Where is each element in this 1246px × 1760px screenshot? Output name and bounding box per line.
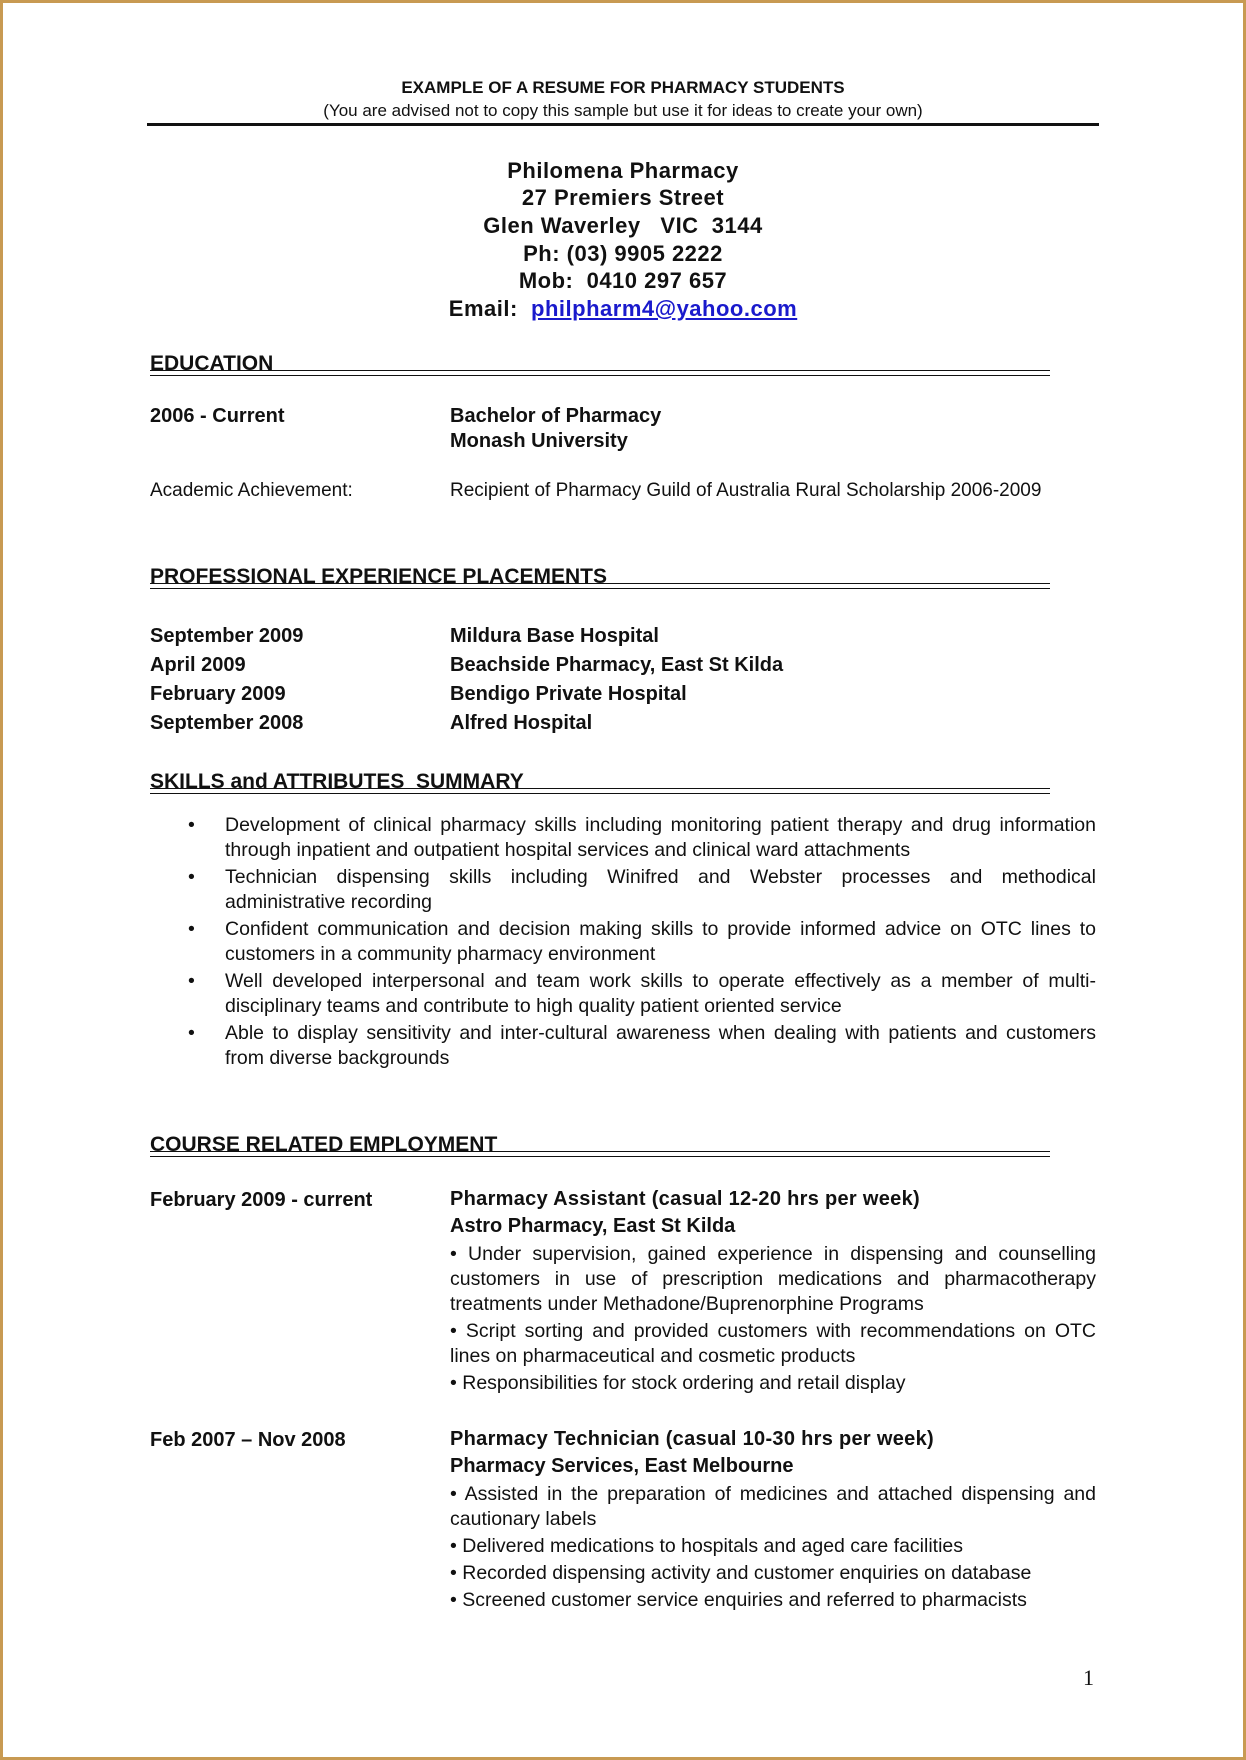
- placement-place: Bendigo Private Hospital: [450, 683, 687, 705]
- bullet-icon: •: [188, 970, 195, 992]
- job-duty: • Delivered medications to hospitals and aged care facilities: [450, 1535, 964, 1557]
- placement-date: September 2008: [150, 712, 304, 734]
- job-duty: • Assisted in the preparation of medicines and attached dispensing and cautionary labels: [450, 1483, 1096, 1530]
- achievement-text: Recipient of Pharmacy Guild of Australia Rural Scholarship 2006-2009: [450, 480, 1042, 501]
- skill-text: Confident communication and decision making skills to provide informed advice on OTC lines to customers in a community pharmacy environment: [225, 918, 1096, 965]
- header-divider: [147, 123, 1099, 126]
- placements-heading: PROFESSIONAL EXPERIENCE PLACEMENTS: [150, 565, 608, 588]
- job-organisation: Pharmacy Services, East Melbourne: [450, 1455, 794, 1477]
- employment-rule: [150, 1151, 1050, 1157]
- list-item: [150, 969, 1096, 1019]
- education-heading: EDUCATION: [150, 352, 274, 375]
- skills-heading: SKILLS and ATTRIBUTES SUMMARY: [150, 770, 524, 793]
- placement-date: April 2009: [150, 654, 246, 676]
- list-item: [150, 917, 1096, 967]
- education-degree: Bachelor of Pharmacy: [450, 405, 662, 427]
- job-duty: • Screened customer service enquiries and referred to pharmacists: [450, 1589, 1027, 1611]
- placement-place: Alfred Hospital: [450, 712, 593, 734]
- bullet-icon: •: [188, 1022, 195, 1044]
- contact-mobile: Mob: 0410 297 657: [518, 268, 728, 293]
- email-link[interactable]: philpharm4@yahoo.com: [531, 296, 798, 321]
- page-number: 1: [1083, 1665, 1094, 1690]
- achievement-label: Academic Achievement:: [150, 480, 353, 501]
- job-duty: • Recorded dispensing activity and customer enquiries on database: [450, 1562, 1032, 1584]
- job-period: Feb 2007 – Nov 2008: [150, 1429, 346, 1451]
- list-item: [150, 865, 1096, 915]
- job-duty: • Under supervision, gained experience in dispensing and counselling customers in use of prescription medications and pharmacotherapy treatments under Methadone/Buprenorphine Programs: [450, 1243, 1096, 1315]
- contact-phone: Ph: (03) 9905 2222: [523, 241, 723, 266]
- placement-date: September 2009: [150, 625, 304, 647]
- list-item: [150, 813, 1096, 863]
- skills-rule: [150, 788, 1050, 794]
- job-details: [450, 1426, 1096, 1613]
- list-item: [150, 1021, 1096, 1071]
- skill-text: Technician dispensing skills including Winifred and Webster processes and methodical administrative recording: [225, 866, 1096, 913]
- placement-place: Mildura Base Hospital: [450, 625, 659, 647]
- bullet-icon: •: [188, 814, 195, 836]
- job-duty: • Script sorting and provided customers with recommendations on OTC lines on pharmaceutical and cosmetic products: [450, 1320, 1096, 1367]
- skill-text: Able to display sensitivity and inter-cultural awareness when dealing with patients and customers from diverse backgrounds: [225, 1022, 1096, 1069]
- education-university: Monash University: [450, 430, 628, 452]
- job-title: Pharmacy Technician (casual 10-30 hrs per week): [450, 1428, 934, 1450]
- job-details: [450, 1186, 1096, 1396]
- skill-text: Development of clinical pharmacy skills including monitoring patient therapy and drug information through inpatient and outpatient hospital services and clinical ward attachments: [225, 814, 1096, 861]
- education-rule: [150, 370, 1050, 376]
- education-period: 2006 - Current: [150, 405, 285, 427]
- job-organisation: Astro Pharmacy, East St Kilda: [450, 1215, 736, 1237]
- skill-text: Well developed interpersonal and team work skills to operate effectively as a member of multi-disciplinary teams and contribute to high quality patient oriented service: [225, 970, 1096, 1017]
- placements-rule: [150, 583, 1050, 589]
- contact-city: Glen Waverley VIC 3144: [483, 213, 763, 238]
- document-subtitle: (You are advised not to copy this sample but use it for ideas to create your own): [323, 101, 923, 120]
- placement-date: February 2009: [150, 683, 286, 705]
- bullet-icon: •: [188, 866, 195, 888]
- employment-heading: COURSE RELATED EMPLOYMENT: [150, 1133, 498, 1156]
- email-label: Email:: [448, 296, 518, 321]
- placement-place: Beachside Pharmacy, East St Kilda: [450, 654, 784, 676]
- job-duty: • Responsibilities for stock ordering and retail display: [450, 1372, 906, 1394]
- contact-name: Philomena Pharmacy: [507, 158, 739, 183]
- skills-list: [150, 813, 1096, 1073]
- job-title: Pharmacy Assistant (casual 12-20 hrs per week): [450, 1188, 920, 1210]
- contact-street: 27 Premiers Street: [521, 185, 725, 210]
- bullet-icon: •: [188, 918, 195, 940]
- job-period: February 2009 - current: [150, 1189, 373, 1211]
- contact-email-line: [0, 296, 1246, 322]
- document-title: EXAMPLE OF A RESUME FOR PHARMACY STUDENTS: [401, 78, 845, 97]
